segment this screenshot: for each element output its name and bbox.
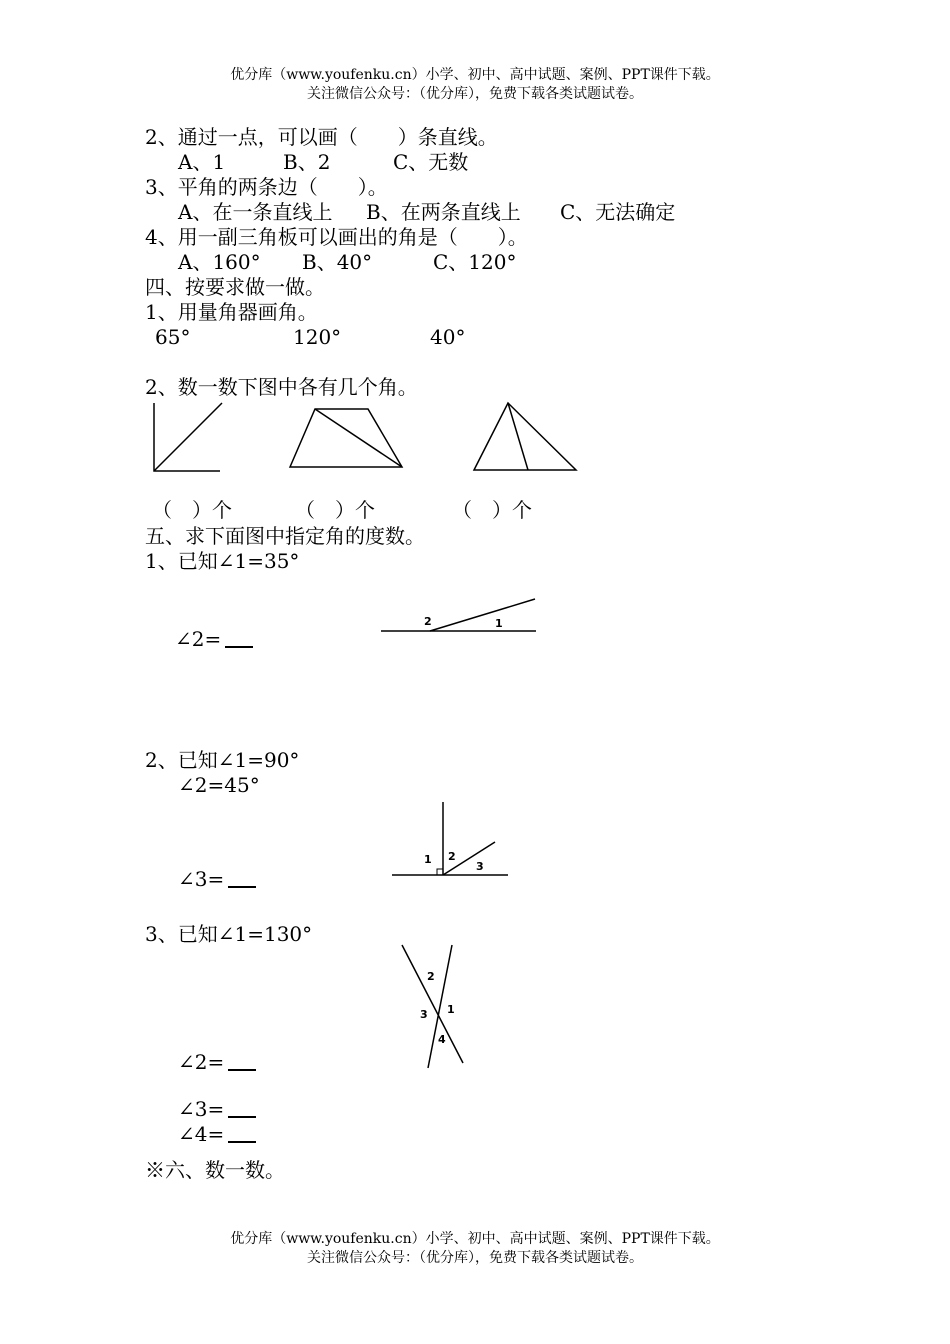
p3-label-2: 2 bbox=[427, 970, 435, 983]
p2-ask: ∠3= bbox=[178, 867, 225, 891]
p3-figure bbox=[395, 940, 475, 1075]
q3-option-a: A、在一条直线上 bbox=[178, 200, 333, 224]
section5-title: 五、求下面图中指定角的度数。 bbox=[145, 524, 425, 548]
p3-ask-4: ∠4= bbox=[178, 1122, 225, 1146]
trapezoid-figure bbox=[290, 409, 402, 467]
p3-answer-3 bbox=[178, 1097, 256, 1121]
p2-label-3: 3 bbox=[476, 860, 484, 873]
q4-option-c: C、120° bbox=[433, 250, 517, 274]
page-footer-line1: 优分库（www.youfenku.cn）小学、初中、高中试题、案例、PPT课件下载。 bbox=[230, 1231, 720, 1247]
p2-label-2: 2 bbox=[448, 850, 456, 863]
p2-given2: ∠2=45° bbox=[178, 773, 260, 797]
p3-ask-3: ∠3= bbox=[178, 1097, 225, 1121]
p1-ask: ∠2= bbox=[175, 627, 222, 651]
angle-120: 120° bbox=[293, 325, 342, 349]
s4-q2-stem: 2、数一数下图中各有几个角。 bbox=[145, 375, 418, 399]
p3-blank-4[interactable] bbox=[228, 1123, 256, 1143]
q3-option-b: B、在两条直线上 bbox=[366, 200, 521, 224]
page-header-line1: 优分库（www.youfenku.cn）小学、初中、高中试题、案例、PPT课件下载。 bbox=[230, 67, 720, 83]
angle-40: 40° bbox=[430, 325, 466, 349]
p2-label-1: 1 bbox=[424, 853, 432, 866]
p1-answer-line bbox=[175, 627, 253, 651]
q4-option-b: B、40° bbox=[302, 250, 373, 274]
count-answer-2: （ ）个 bbox=[295, 498, 375, 522]
q3-stem: 3、平角的两条边（ ）。 bbox=[145, 175, 388, 199]
angle-65: 65° bbox=[155, 325, 191, 349]
p3-answer-2 bbox=[178, 1050, 256, 1074]
q2-option-a: A、1 bbox=[178, 150, 226, 174]
p2-figure bbox=[390, 800, 515, 882]
s4-q1-stem: 1、用量角器画角。 bbox=[145, 300, 318, 324]
p1-label-1: 1 bbox=[495, 617, 503, 630]
p1-blank[interactable] bbox=[225, 628, 253, 648]
section4-title: 四、按要求做一做。 bbox=[145, 275, 325, 299]
p1-label-2: 2 bbox=[424, 615, 432, 628]
p1-given: 1、已知∠1=35° bbox=[145, 549, 300, 573]
p3-blank-3[interactable] bbox=[228, 1098, 256, 1118]
q2-stem: 2、通过一点，可以画（ ）条直线。 bbox=[145, 125, 498, 149]
p3-label-4: 4 bbox=[438, 1033, 446, 1046]
p3-blank-2[interactable] bbox=[228, 1051, 256, 1071]
q4-stem: 4、用一副三角板可以画出的角是（ ）。 bbox=[145, 225, 528, 249]
page-footer-line2: 关注微信公众号：（优分库），免费下载各类试题试卷。 bbox=[307, 1250, 643, 1266]
p3-label-1: 1 bbox=[447, 1003, 455, 1016]
q2-option-b: B、2 bbox=[283, 150, 331, 174]
p3-ask-2: ∠2= bbox=[178, 1050, 225, 1074]
p2-answer-line bbox=[178, 867, 256, 891]
triangle-figure bbox=[474, 403, 576, 470]
p2-given1: 2、已知∠1=90° bbox=[145, 748, 300, 772]
count-answer-1: （ ）个 bbox=[152, 498, 232, 522]
angle-count-figures bbox=[140, 395, 590, 480]
section6-title: ※六、数一数。 bbox=[145, 1158, 285, 1182]
p3-answer-4 bbox=[178, 1122, 256, 1146]
q4-option-a: A、160° bbox=[178, 250, 261, 274]
p2-blank[interactable] bbox=[228, 868, 256, 888]
page-header-line2: 关注微信公众号：（优分库），免费下载各类试题试卷。 bbox=[307, 86, 643, 102]
p3-label-3: 3 bbox=[420, 1008, 428, 1021]
p3-given: 3、已知∠1=130° bbox=[145, 922, 313, 946]
q3-option-c: C、无法确定 bbox=[560, 200, 676, 224]
count-answer-3: （ ）个 bbox=[452, 498, 532, 522]
p1-figure bbox=[378, 590, 543, 640]
q2-option-c: C、无数 bbox=[393, 150, 469, 174]
square-diagonal-figure bbox=[154, 403, 222, 471]
